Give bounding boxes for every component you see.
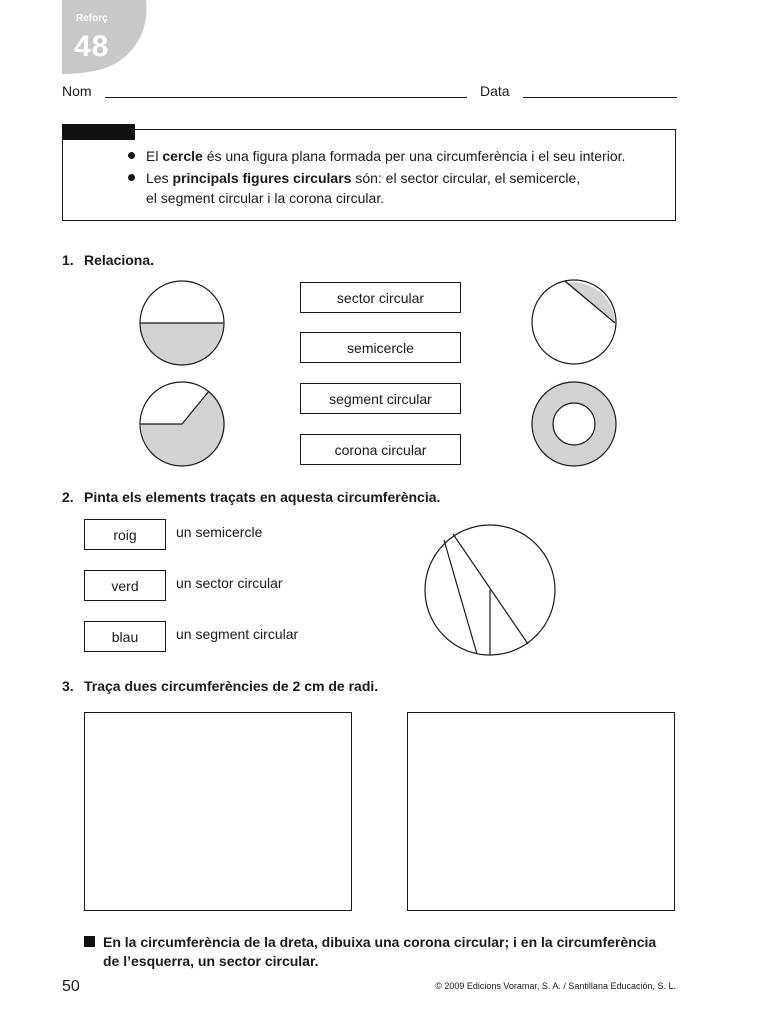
label-box-2[interactable]: semicercle bbox=[300, 332, 461, 363]
sector-figure bbox=[140, 382, 225, 466]
bullet2-text-a: Les bbox=[146, 170, 173, 186]
name-label: Nom bbox=[62, 83, 92, 99]
square-bullet-icon bbox=[84, 936, 95, 947]
color-desc-2: un sector circular bbox=[176, 575, 283, 591]
bullet1-text-a: El bbox=[146, 148, 163, 164]
bullet2-text-line2: el segment circular i la corona circular. bbox=[146, 190, 385, 206]
label-box-3[interactable]: segment circular bbox=[300, 383, 461, 414]
exercise-3-title: Traça dues circumferències de 2 cm de radi. bbox=[84, 678, 379, 694]
unit-number: 48 bbox=[74, 30, 110, 63]
bullet2-text-b: són: el sector circular, el semicercle, bbox=[351, 170, 581, 186]
semicircle-figure bbox=[140, 281, 224, 365]
drawing-area-left[interactable] bbox=[84, 712, 352, 911]
bullet1-text-b: és una figura plana formada per una circumferència i el seu interior. bbox=[202, 148, 626, 164]
exercise-2-title: Pinta els elements traçats en aquesta circumferència. bbox=[84, 489, 441, 505]
drawing-area-right[interactable] bbox=[407, 712, 675, 911]
exercise-1-number: 1. bbox=[62, 252, 74, 268]
exercise-2-heading bbox=[62, 489, 440, 505]
color-desc-3: un segment circular bbox=[176, 626, 299, 642]
bullet2-keyword: principals figures circulars bbox=[172, 170, 352, 186]
segment-figure bbox=[532, 280, 616, 364]
date-label: Data bbox=[480, 83, 510, 99]
bullet1-keyword: cercle bbox=[162, 148, 203, 164]
annulus-figure bbox=[532, 382, 616, 466]
exercise-2-circle bbox=[425, 525, 555, 655]
color-box-blue: blau bbox=[84, 621, 166, 652]
exercise-3-heading bbox=[62, 678, 378, 694]
exercise-3-number: 3. bbox=[62, 678, 74, 694]
page-number: 50 bbox=[62, 978, 80, 995]
exercise-3-note-text: En la circumferència de la dreta, dibuixa una corona circular; i en la circumferència de l’esquerra, un sector circular. bbox=[103, 934, 657, 969]
label-box-4[interactable]: corona circular bbox=[300, 434, 461, 465]
color-box-red: roig bbox=[84, 519, 166, 550]
unit-kicker: Reforç bbox=[76, 13, 108, 24]
color-box-green: verd bbox=[84, 570, 166, 601]
exercise-1-title: Relaciona. bbox=[84, 252, 155, 268]
color-desc-1: un semicercle bbox=[176, 524, 263, 540]
exercise-2-number: 2. bbox=[62, 489, 74, 505]
copyright-text: © 2009 Edicions Voramar, S. A. / Santillana Educación, S. L. bbox=[435, 981, 676, 991]
label-box-1[interactable]: sector circular bbox=[300, 282, 461, 313]
